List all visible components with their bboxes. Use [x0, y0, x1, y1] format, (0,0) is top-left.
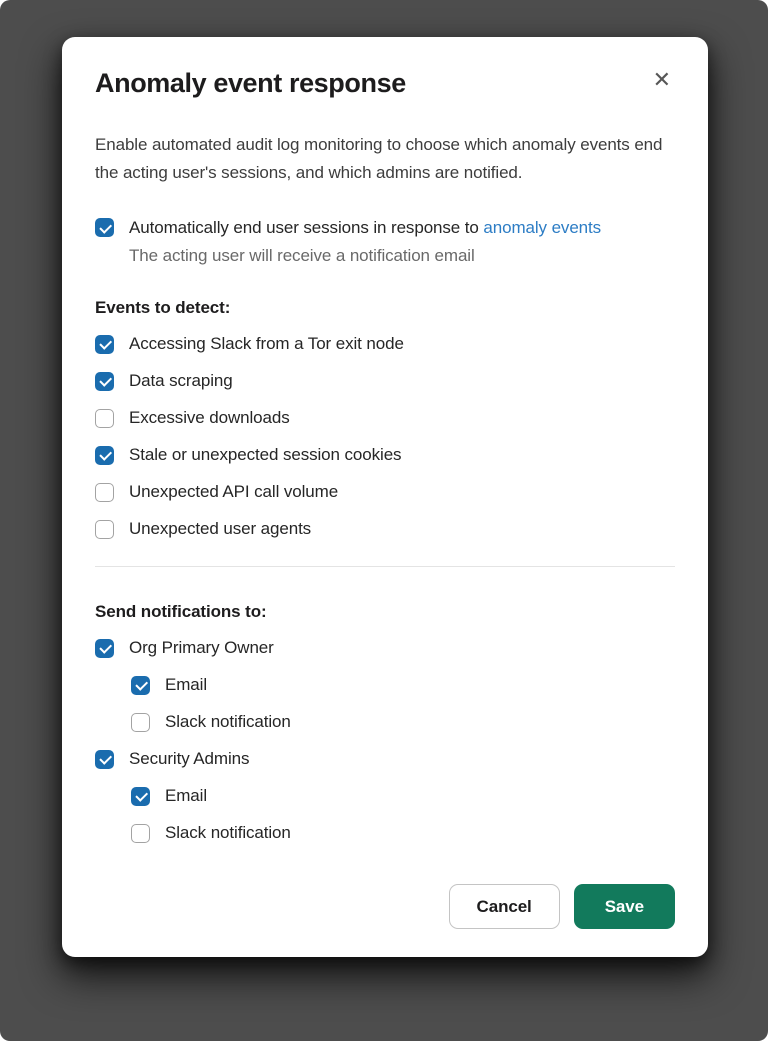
data-scraping-checkbox[interactable] — [95, 372, 114, 391]
dialog-description: Enable automated audit log monitoring to choose which anomaly events end the acting user's sessions, and which admins are notified. — [95, 135, 663, 182]
dialog-header — [95, 65, 675, 101]
notify-row-admins-email — [131, 785, 675, 807]
notifications-list — [95, 637, 675, 844]
auto-end-sessions-note: The acting user will receive a notification email — [129, 246, 475, 265]
dialog-footer — [95, 884, 675, 929]
auto-end-sessions-text — [129, 214, 601, 269]
owner-email-checkbox[interactable] — [131, 676, 150, 695]
anomaly-event-response-dialog — [62, 37, 708, 957]
events-to-detect-heading: Events to detect: — [95, 298, 231, 317]
notify-row-owner-email — [131, 674, 675, 696]
event-row-tor-exit-node — [95, 333, 675, 355]
admins-slack-notification-checkbox[interactable] — [131, 824, 150, 843]
session-cookies-checkbox[interactable] — [95, 446, 114, 465]
section-divider — [95, 566, 675, 567]
org-primary-owner-checkbox[interactable] — [95, 639, 114, 658]
event-label: Data scraping — [129, 371, 233, 390]
send-notifications-heading: Send notifications to: — [95, 602, 267, 621]
event-label: Excessive downloads — [129, 408, 290, 427]
event-label: Accessing Slack from a Tor exit node — [129, 334, 404, 353]
save-button[interactable]: Save — [574, 884, 675, 929]
notify-label: Email — [165, 786, 208, 805]
notify-row-owner-slack-notification — [131, 711, 675, 733]
notify-label: Security Admins — [129, 749, 250, 768]
notify-row-admins-slack-notification — [131, 822, 675, 844]
events-list — [95, 333, 675, 540]
dialog-title: Anomaly event response — [95, 68, 406, 98]
event-label: Unexpected user agents — [129, 519, 312, 538]
api-call-volume-checkbox[interactable] — [95, 483, 114, 502]
notify-label: Org Primary Owner — [129, 638, 274, 657]
notify-row-security-admins — [95, 748, 675, 770]
user-agents-checkbox[interactable] — [95, 520, 114, 539]
event-label: Stale or unexpected session cookies — [129, 445, 402, 464]
notify-label: Slack notification — [165, 823, 291, 842]
event-row-api-call-volume — [95, 481, 675, 503]
owner-slack-notification-checkbox[interactable] — [131, 713, 150, 732]
event-row-excessive-downloads — [95, 407, 675, 429]
event-row-data-scraping — [95, 370, 675, 392]
auto-end-sessions-row — [95, 214, 675, 269]
event-row-session-cookies — [95, 444, 675, 466]
event-row-user-agents — [95, 518, 675, 540]
close-icon[interactable]: ✕ — [652, 67, 671, 92]
cancel-button[interactable]: Cancel — [449, 884, 560, 929]
auto-end-sessions-label-text: Automatically end user sessions in response to — [129, 218, 484, 237]
auto-end-sessions-label — [129, 214, 601, 242]
admins-email-checkbox[interactable] — [131, 787, 150, 806]
anomaly-events-link[interactable]: anomaly events — [483, 218, 602, 237]
notify-label: Email — [165, 675, 208, 694]
event-label: Unexpected API call volume — [129, 482, 339, 501]
auto-end-sessions-checkbox[interactable] — [95, 218, 114, 237]
tor-exit-node-checkbox[interactable] — [95, 335, 114, 354]
excessive-downloads-checkbox[interactable] — [95, 409, 114, 428]
notify-row-org-primary-owner — [95, 637, 675, 659]
security-admins-checkbox[interactable] — [95, 750, 114, 769]
notify-label: Slack notification — [165, 712, 291, 731]
